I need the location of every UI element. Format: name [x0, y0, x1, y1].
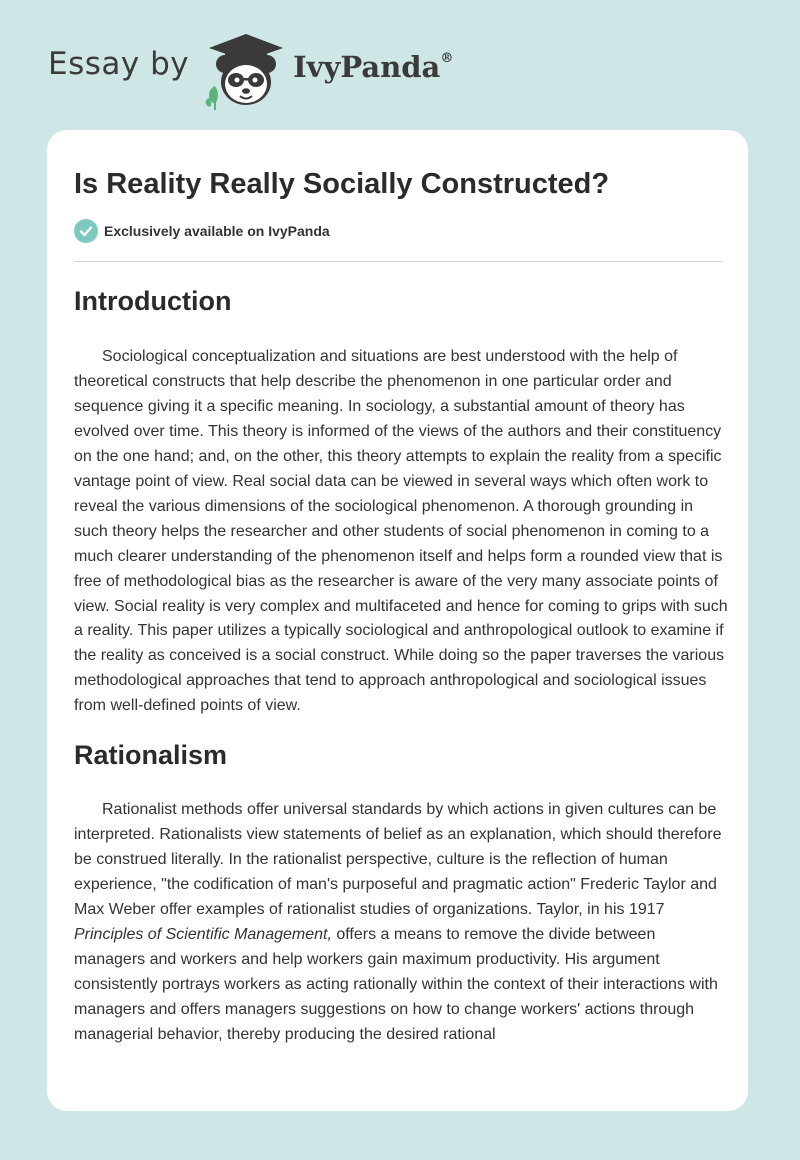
site-header [48, 30, 752, 110]
section-heading-rationalism: Rationalism [74, 740, 228, 771]
introduction-paragraph: Sociological conceptualization and situations are best understood with the help of theoretical constructs that help describe the phenomenon in one particular order and sequence giving it a specific meaning. In sociology, a substantial amount of theory has evolved over time. This theory is informed of the views of the authors and their constituency on the one hand; and, on the other, this theory attempts to explain the reality from a specific vantage point of view. Real social data can be viewed in several ways which often work to reveal the various dimensions of the sociological phenomenon. A thorough grounding in such theory helps the researcher and other students of social phenomenon in coming to a much clearer understanding of the phenomenon itself and helps form a rounded view that is free of methodological bias as the researcher is aware of the very many associate points of view. Social reality is very complex and multifaceted and hence for coming to grips with such a reality. This paper utilizes a typically sociological and anthropological outlook to examine if the reality as conceived is a social construct. While doing so the paper traverses the various methodological approaches that tend to approach anthropological and sociological issues from well-defined points of view. [74, 348, 728, 715]
rationalism-text-before: Rationalist methods offer universal standards by which actions in given cultures can be interpreted. Rationalists view statements of belief as an explanation, which should therefore be construed literally. In the rationalist perspective, culture is the reflection of human experience, "the codification of man's purposeful and pragmatic action" Frederic Taylor and Max Weber offer examples of rationalist studies of organizations. Taylor, in his 1917 [74, 801, 722, 919]
rationalism-paragraph [74, 798, 729, 1048]
article-body [74, 281, 729, 1048]
essay-by-label: Essay by [48, 46, 190, 82]
book-title: Principles of Scientific Management, [74, 926, 332, 944]
article-card [47, 130, 748, 1111]
panda-logo-icon[interactable] [201, 30, 291, 110]
rationalism-text-after: offers a means to remove the divide between managers and workers and help workers gain maximum productivity. His argument consistently portrays workers as acting rationally within the context of their interactions with managers and offers managers suggestions on how to change workers' actions through managerial behavior, thereby producing the desired rational [74, 926, 718, 1043]
exclusive-badge [74, 219, 330, 243]
section-heading-introduction: Introduction [74, 286, 232, 316]
brand-name[interactable]: IvyPanda® [293, 50, 454, 84]
registered-mark: ® [440, 51, 454, 67]
article-title: Is Reality Really Socially Constructed? [74, 168, 610, 200]
check-circle-icon [74, 219, 98, 243]
title-divider [74, 261, 723, 262]
exclusive-badge-label: Exclusively available on IvyPanda [104, 223, 330, 239]
